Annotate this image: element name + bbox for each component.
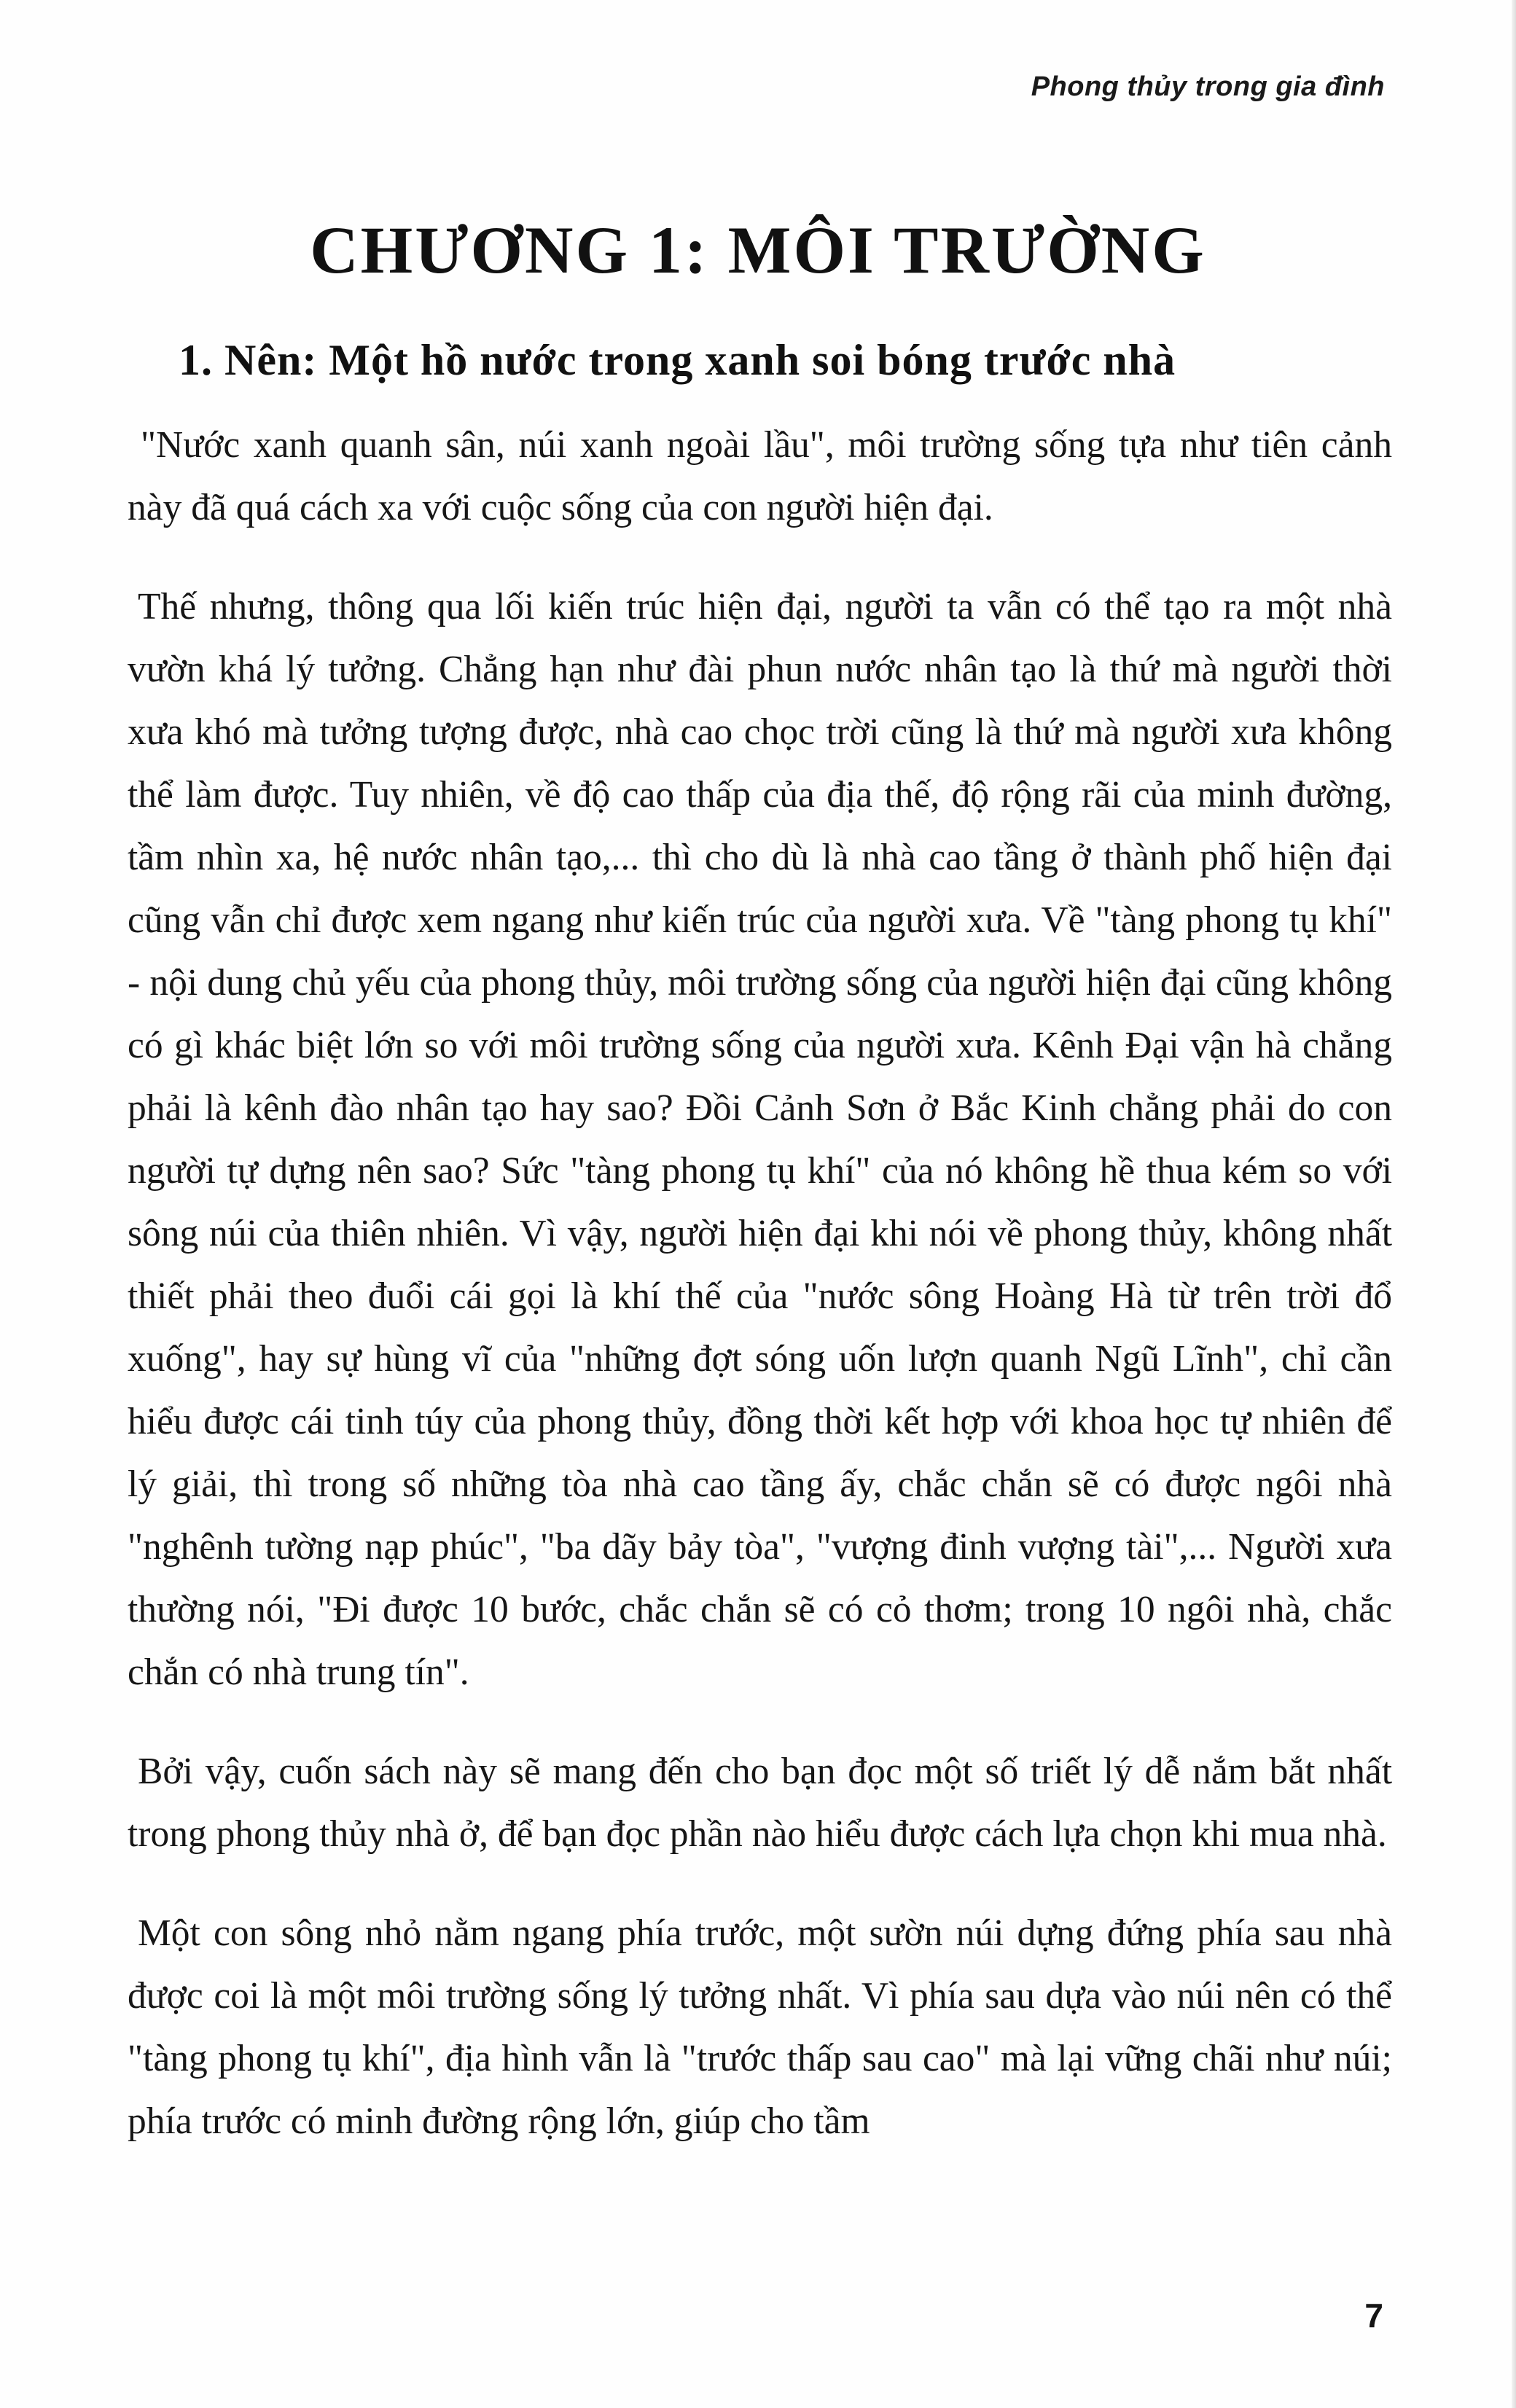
chapter-title: CHƯƠNG 1: MÔI TRƯỜNG	[310, 213, 1206, 287]
paragraph-modern-architecture: Thế nhưng, thông qua lối kiến trúc hiện đại, người ta vẫn có thể tạo ra một nhà vườn khá lý tưởng. Chẳng hạn như đài phun nước nhân tạo là thứ mà người thời xưa khó mà tưởng tượng được, nhà cao chọc trời cũng là thứ mà người xưa không thể làm được. Tuy nhiên, về độ cao thấp của địa thế, độ rộng rãi của minh đường, tầm nhìn xa, hệ nước nhân tạo,... thì cho dù là nhà cao tầng ở thành phố hiện đại cũng vẫn chỉ được xem ngang như kiến trúc của người xưa. Về "tàng phong tụ khí" - nội dung chủ yếu của phong thủy, môi trường sống của người hiện đại cũng không có gì khác biệt lớn so với môi trường sống của người xưa. Kênh Đại vận hà chẳng phải là kênh đào nhân tạo hay sao? Đồi Cảnh Sơn ở Bắc Kinh chẳng phải do con người tự dựng nên sao? Sức "tàng phong tụ khí" của nó không hề thua kém so với sông núi của thiên nhiên. Vì vậy, người hiện đại khi nói về phong thủy, không nhất thiết phải theo đuổi cái gọi là khí thế của "nước sông Hoàng Hà từ trên trời đổ xuống", hay sự hùng vĩ của "những đợt sóng uốn lượn quanh Ngũ Lĩnh", chỉ cần hiểu được cái tinh túy của phong thủy, đồng thời kết hợp với khoa học tự nhiên để lý giải, thì trong số những tòa nhà cao tầng ấy, chắc chắn sẽ có được ngôi nhà "nghênh tường nạp phúc", "ba dãy bảy tòa", "vượng đinh vượng tài",... Người xưa thường nói, "Đi được 10 bước, chắc chắn sẽ có cỏ thơm; trong 10 ngôi nhà, chắc chắn có nhà trung tín".	[128, 586, 1392, 1693]
paragraph-intro: "Nước xanh quanh sân, núi xanh ngoài lầu", môi trường sống tựa như tiên cảnh này đã quá cách xa với cuộc sống của con người hiện đại.	[128, 424, 1392, 528]
running-header: Phong thủy trong gia đình	[1031, 71, 1385, 102]
section-title: 1. Nên: Một hồ nước trong xanh soi bóng trước nhà	[179, 336, 1176, 384]
paragraph-ideal-environment: Một con sông nhỏ nằm ngang phía trước, một sườn núi dựng đứng phía sau nhà được coi là một môi trường sống lý tưởng nhất. Vì phía sau dựa vào núi nên có thể "tàng phong tụ khí", địa hình vẫn là "trước thấp sau cao" mà lại vững chãi như núi; phía trước có minh đường rộng lớn, giúp cho tầm	[128, 1912, 1392, 2142]
page-edge-shadow	[1512, 0, 1516, 2408]
page-number: 7	[1364, 2296, 1383, 2334]
body-text	[128, 414, 1392, 2189]
paragraph-book-purpose: Bởi vậy, cuốn sách này sẽ mang đến cho bạn đọc một số triết lý dễ nắm bắt nhất trong phong thủy nhà ở, để bạn đọc phần nào hiểu được cách lựa chọn khi mua nhà.	[128, 1751, 1392, 1855]
